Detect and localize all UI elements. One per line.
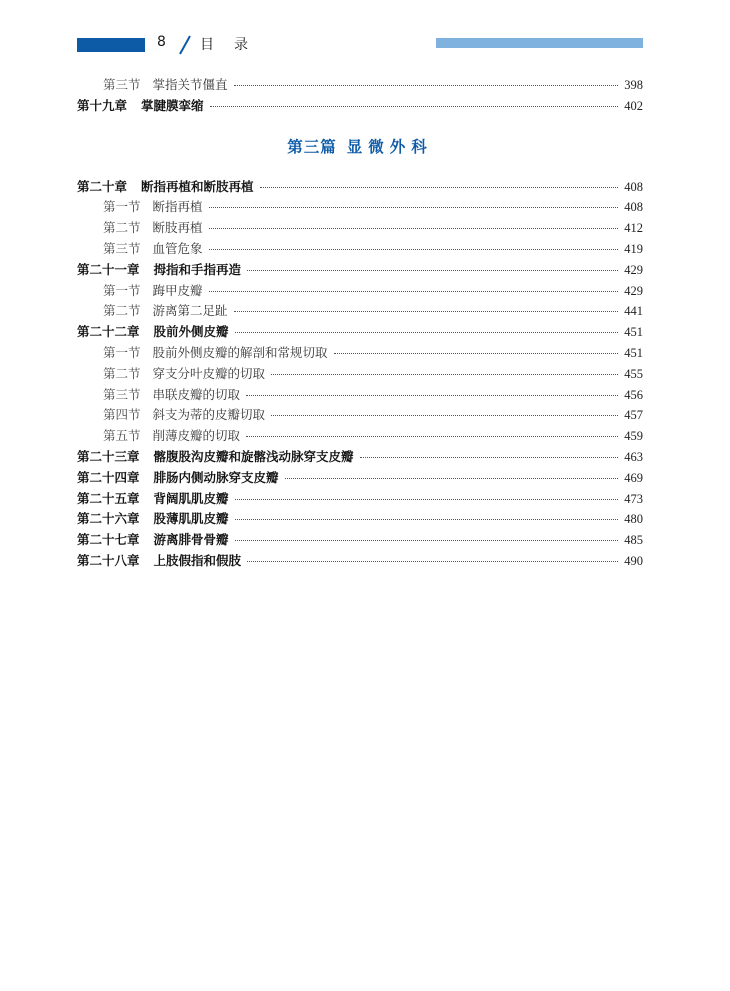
entry-title: 断指再植和断肢再植 [141, 178, 254, 194]
dot-leader [210, 105, 619, 107]
entry-title: 股前外侧皮瓣的解剖和常规切取 [152, 344, 328, 360]
part-heading [77, 117, 643, 177]
entry-number: 第四节 [103, 407, 141, 423]
dot-leader [260, 186, 619, 188]
entry-number: 第三节 [103, 77, 141, 92]
entry-page-number: 455 [624, 366, 643, 381]
header-slash-divider [178, 35, 192, 55]
entry-title: 掌指关节僵直 [152, 77, 228, 92]
entry-number: 第三节 [103, 240, 141, 256]
entry-title: 斜支为蒂的皮瓣切取 [152, 407, 266, 423]
entry-title: 掌腱膜挛缩 [141, 97, 204, 113]
entry-page-number: 429 [624, 262, 643, 277]
dot-leader [209, 206, 619, 208]
dot-leader [285, 477, 619, 479]
entry-page-number: 463 [624, 449, 643, 464]
entry-title: 串联皮瓣的切取 [152, 386, 241, 402]
toc-chapter-entry[interactable] [77, 489, 643, 510]
toc-section-entry[interactable] [77, 218, 643, 239]
entry-page-number: 459 [624, 429, 643, 444]
entry-page-number: 490 [624, 553, 643, 568]
entry-page-number: 408 [624, 179, 643, 194]
toc-section-entry[interactable] [77, 405, 643, 426]
toc-chapter-entry[interactable] [77, 177, 643, 198]
entry-title: 踇甲皮瓣 [152, 282, 203, 298]
entry-number: 第二十八章 [77, 552, 140, 568]
entry-number: 第二十章 [77, 178, 128, 194]
dot-leader [234, 310, 619, 312]
dot-leader [247, 269, 618, 271]
header-accent-bar-left [77, 38, 145, 52]
entry-title: 髂腹股沟皮瓣和旋髂浅动脉穿支皮瓣 [153, 448, 354, 464]
entry-number: 第一节 [103, 344, 141, 360]
dot-leader [271, 414, 618, 416]
toc-section-entry[interactable] [77, 364, 643, 385]
entry-page-number: 469 [624, 470, 643, 485]
entry-number: 第二十四章 [77, 469, 140, 485]
entry-page-number: 441 [624, 304, 643, 319]
dot-leader [235, 331, 619, 333]
running-title: 目录 [200, 37, 268, 53]
toc-chapter-entry[interactable] [77, 530, 643, 551]
entry-page-number: 398 [624, 78, 643, 92]
entry-number: 第二节 [103, 365, 141, 381]
dot-leader [247, 560, 618, 562]
entry-title: 腓肠内侧动脉穿支皮瓣 [153, 469, 279, 485]
entry-number: 第一节 [103, 199, 141, 215]
entry-title: 上肢假指和假肢 [153, 552, 242, 568]
dot-leader [235, 539, 619, 541]
toc-chapter-entry[interactable] [77, 322, 643, 343]
toc-list-bottom [77, 177, 643, 572]
dot-leader [246, 394, 618, 396]
entry-page-number: 419 [624, 241, 643, 256]
entry-number: 第一节 [103, 282, 141, 298]
toc-section-entry[interactable] [77, 197, 643, 218]
entry-page-number: 473 [624, 491, 643, 506]
toc-section-entry[interactable] [77, 239, 643, 260]
dot-leader [209, 248, 619, 250]
entry-number: 第二节 [103, 303, 141, 319]
entry-title: 削薄皮瓣的切取 [152, 428, 241, 444]
toc-chapter-entry[interactable] [77, 96, 643, 117]
entry-title: 股薄肌肌皮瓣 [153, 511, 229, 527]
entry-page-number: 457 [624, 408, 643, 423]
entry-title: 拇指和手指再造 [153, 261, 242, 277]
header-accent-bar-right [436, 38, 643, 48]
entry-number: 第二十七章 [77, 532, 140, 548]
entry-page-number: 451 [624, 345, 643, 360]
entry-page-number: 402 [624, 98, 643, 113]
table-of-contents [77, 75, 643, 572]
entry-number: 第二十三章 [77, 448, 140, 464]
dot-leader [209, 290, 619, 292]
dot-leader [234, 84, 619, 86]
entry-page-number: 456 [624, 387, 643, 402]
dot-leader [271, 373, 618, 375]
entry-title: 背阔肌肌皮瓣 [153, 490, 229, 506]
page-header [0, 0, 730, 70]
entry-page-number: 451 [624, 325, 643, 340]
entry-page-number: 412 [624, 221, 643, 236]
toc-chapter-entry[interactable] [77, 447, 643, 468]
entry-number: 第二十二章 [77, 324, 140, 340]
toc-section-entry[interactable] [77, 343, 643, 364]
entry-number: 第二节 [103, 220, 141, 236]
entry-title: 游离第二足趾 [152, 303, 228, 319]
dot-leader [209, 227, 619, 229]
entry-title: 游离腓骨骨瓣 [153, 532, 229, 548]
toc-section-entry[interactable] [77, 426, 643, 447]
entry-title: 断肢再植 [152, 220, 203, 236]
toc-chapter-entry[interactable] [77, 260, 643, 281]
toc-chapter-entry[interactable] [77, 551, 643, 572]
toc-section-entry[interactable] [77, 75, 643, 96]
entry-page-number: 408 [624, 200, 643, 215]
dot-leader [334, 352, 619, 354]
toc-section-entry[interactable] [77, 385, 643, 406]
toc-chapter-entry[interactable] [77, 468, 643, 489]
entry-number: 第二十一章 [77, 261, 140, 277]
part-title: 显微外科 [346, 136, 433, 156]
entry-title: 股前外侧皮瓣 [153, 324, 229, 340]
toc-section-entry[interactable] [77, 301, 643, 322]
toc-section-entry[interactable] [77, 281, 643, 302]
page-number: 8 [157, 34, 166, 50]
entry-number: 第十九章 [77, 97, 128, 113]
entry-title: 断指再植 [152, 199, 203, 215]
entry-page-number: 429 [624, 283, 643, 298]
dot-leader [235, 498, 619, 500]
entry-number: 第二十五章 [77, 490, 140, 506]
dot-leader [235, 518, 619, 520]
part-label: 第三篇 [287, 136, 337, 156]
dot-leader [246, 435, 618, 437]
entry-number: 第三节 [103, 386, 141, 402]
toc-chapter-entry[interactable] [77, 509, 643, 530]
entry-number: 第五节 [103, 428, 141, 444]
entry-page-number: 485 [624, 533, 643, 548]
toc-list-top [77, 75, 643, 117]
dot-leader [360, 456, 619, 458]
entry-title: 穿支分叶皮瓣的切取 [152, 365, 266, 381]
entry-title: 血管危象 [152, 240, 203, 256]
entry-number: 第二十六章 [77, 511, 140, 527]
entry-page-number: 480 [624, 512, 643, 527]
